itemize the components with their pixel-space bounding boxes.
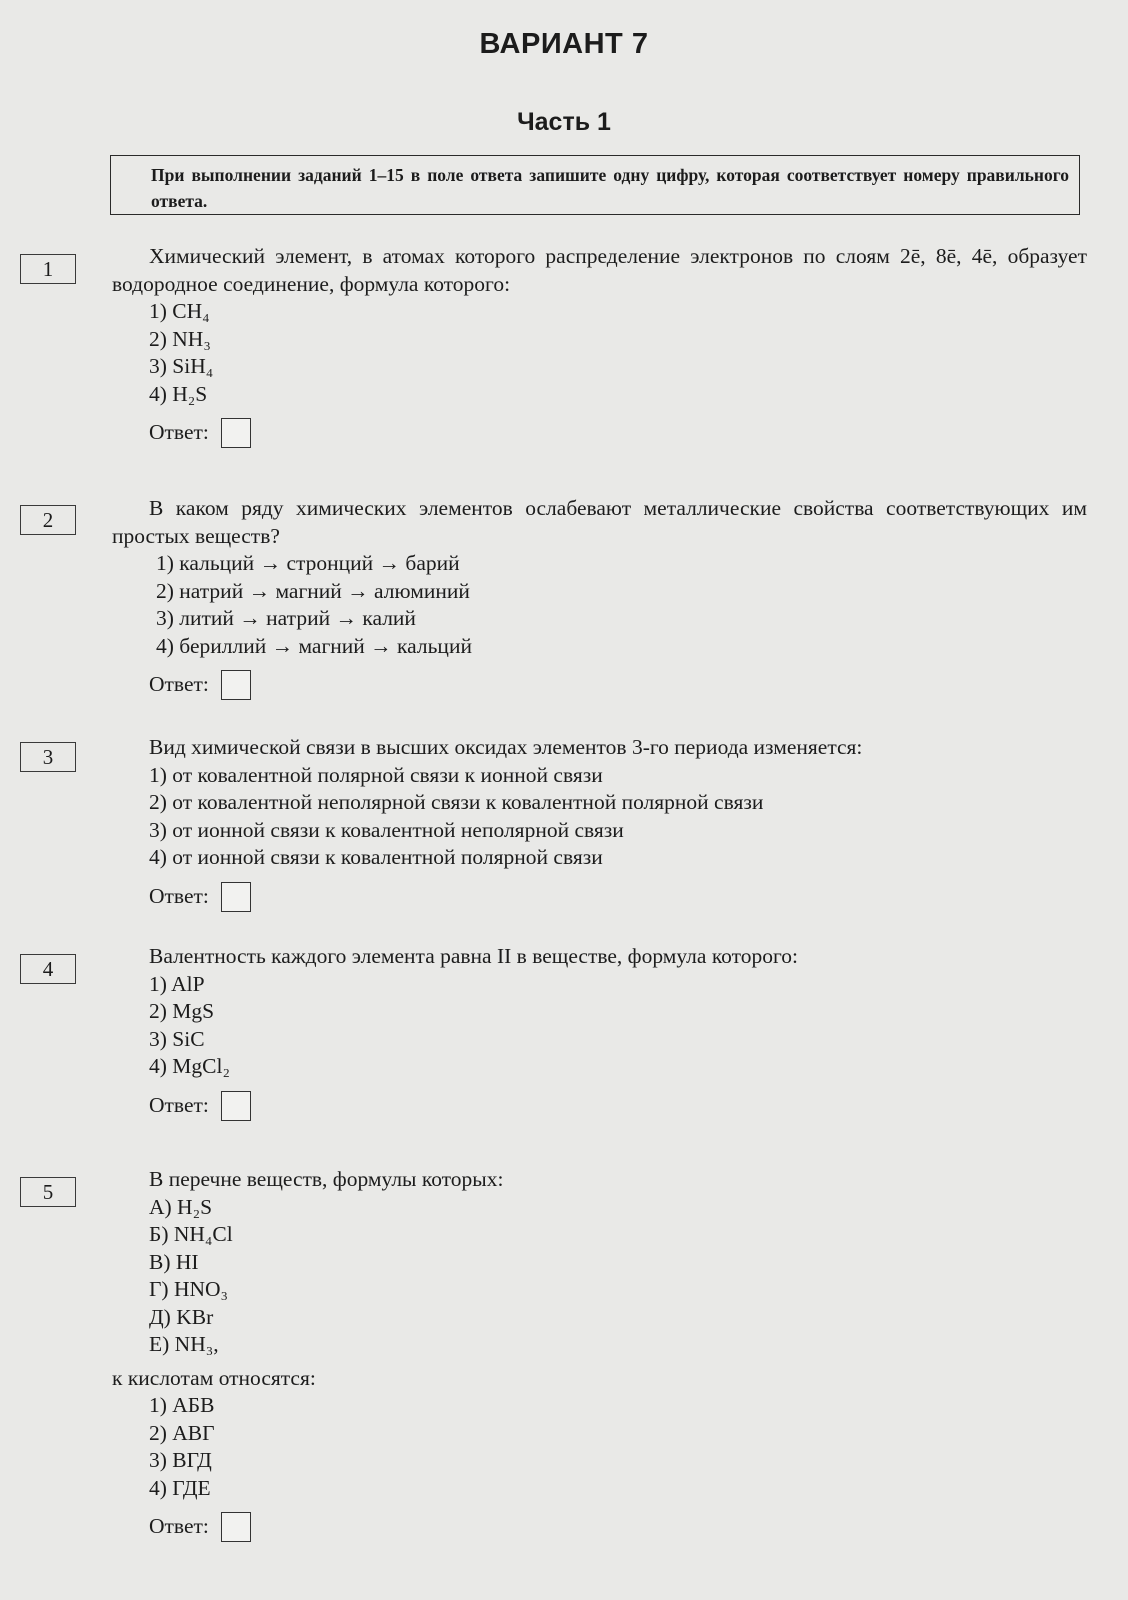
- question-number-3: 3: [20, 742, 76, 772]
- substance-d: Д) KBr: [149, 1304, 214, 1329]
- substance-e: Е) NH₃,: [149, 1332, 219, 1356]
- question-4: [112, 943, 1087, 1123]
- option-3[interactable]: 3) от ионной связи к ковалентной неполярной связи: [149, 817, 624, 842]
- option-2[interactable]: 2) от ковалентной неполярной связи к ковалентной полярной связи: [149, 790, 764, 814]
- question-stem: Валентность каждого элемента равна II в веществе, формула которого:: [149, 944, 799, 968]
- substance-g: Г) HNO₃: [149, 1277, 229, 1301]
- option-3[interactable]: 3) ВГД: [149, 1448, 212, 1472]
- answer-box-5[interactable]: [221, 1512, 251, 1542]
- answer-row: [112, 668, 1087, 702]
- option-4[interactable]: 4) H₂S: [149, 381, 208, 406]
- option-1[interactable]: 1) кальций → стронций → барий: [156, 551, 460, 575]
- question-stem: В перечне веществ, формулы которых:: [149, 1167, 504, 1191]
- question-stem: Химический элемент, в атомах которого распределение электронов по слоям 2ē, 8ē, 4ē, образует водородное соединение, формула которого:: [112, 244, 1087, 296]
- part-title: Часть 1: [517, 108, 611, 136]
- answer-box-1[interactable]: [221, 418, 251, 448]
- option-3[interactable]: 3) SiH₄: [149, 354, 214, 378]
- option-4[interactable]: 4) бериллий → магний → кальций: [156, 633, 472, 658]
- option-1[interactable]: 1) от ковалентной полярной связи к ионной связи: [149, 762, 603, 787]
- option-2[interactable]: 2) NH₃: [149, 326, 211, 351]
- answer-label: Ответ:: [149, 420, 209, 445]
- option-3[interactable]: 3) SiC: [149, 1026, 205, 1051]
- question-number-4: 4: [20, 954, 76, 984]
- answer-label: Ответ:: [149, 1514, 209, 1539]
- option-4[interactable]: 4) MgCl₂: [149, 1054, 230, 1078]
- option-2[interactable]: 2) натрий → магний → алюминий: [156, 578, 470, 603]
- question-3: [112, 734, 1087, 914]
- question-stem: Вид химической связи в высших оксидах элементов 3-го периода изменяется:: [149, 735, 863, 759]
- substance-a: А) H₂S: [149, 1194, 213, 1219]
- answer-label: Ответ:: [149, 1092, 209, 1117]
- answer-row: [112, 1089, 1087, 1123]
- answer-label: Ответ:: [149, 672, 209, 697]
- instruction-box: При выполнении заданий 1–15 в поле ответа запишите одну цифру, которая соответствует номеру правильного ответа.: [110, 155, 1080, 215]
- answer-box-2[interactable]: [221, 670, 251, 700]
- option-3[interactable]: 3) литий → натрий → калий: [156, 606, 416, 630]
- option-2[interactable]: 2) MgS: [149, 999, 215, 1023]
- option-4[interactable]: 4) от ионной связи к ковалентной полярной связи: [149, 845, 603, 869]
- answer-row: [112, 1510, 1087, 1544]
- variant-title: ВАРИАНТ 7: [479, 28, 649, 60]
- question-number-5: 5: [20, 1177, 76, 1207]
- question-5: [112, 1166, 1087, 1544]
- question-number-1: 1: [20, 254, 76, 284]
- option-1[interactable]: 1) CH₄: [149, 299, 210, 323]
- option-1[interactable]: 1) AlP: [149, 971, 205, 996]
- answer-row: [112, 880, 1087, 914]
- answer-label: Ответ:: [149, 883, 209, 908]
- option-2[interactable]: 2) АВГ: [149, 1420, 215, 1445]
- question-number-2: 2: [20, 505, 76, 535]
- question-2: [112, 495, 1087, 702]
- answer-box-4[interactable]: [221, 1091, 251, 1121]
- question-1: [112, 243, 1087, 450]
- question-prompt: к кислотам относятся:: [112, 1365, 316, 1390]
- question-stem: В каком ряду химических элементов ослабевают металлические свойства соответствующих им простых веществ?: [112, 496, 1087, 548]
- substance-b: Б) NH₄Cl: [149, 1222, 233, 1246]
- answer-box-3[interactable]: [221, 882, 251, 912]
- substance-v: В) HI: [149, 1249, 199, 1274]
- answer-row: [112, 416, 1087, 450]
- option-4[interactable]: 4) ГДЕ: [149, 1475, 211, 1500]
- option-1[interactable]: 1) АБВ: [149, 1393, 215, 1417]
